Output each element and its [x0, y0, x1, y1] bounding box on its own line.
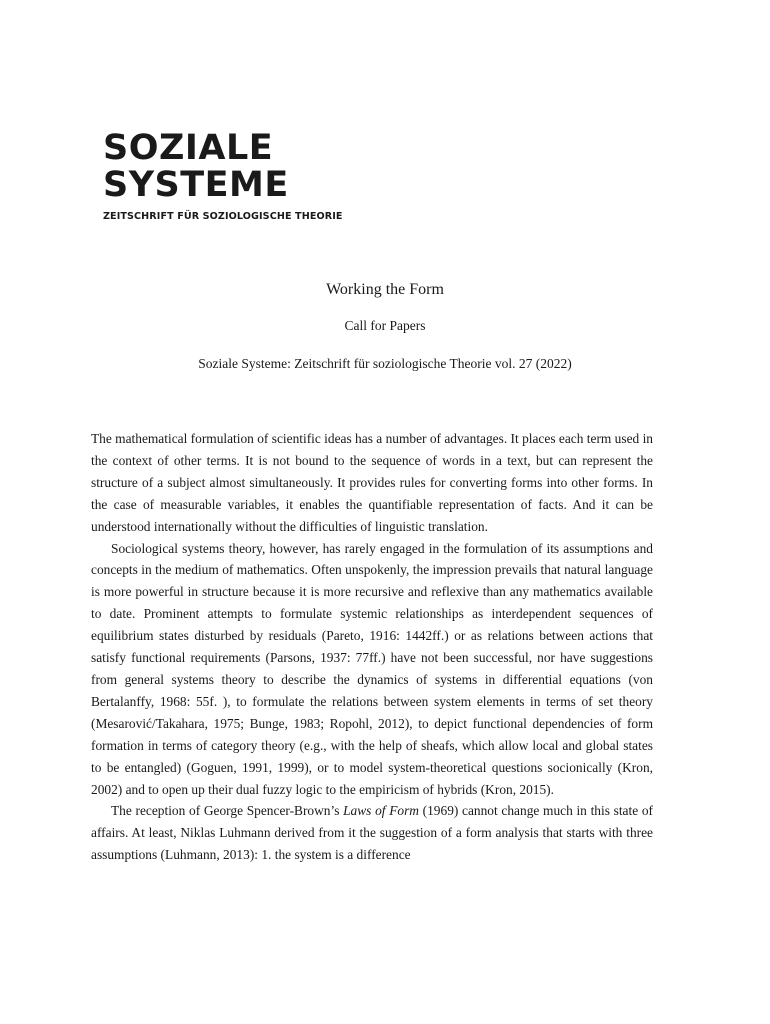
journal-reference: Soziale Systeme: Zeitschrift für soziologische Theorie vol. 27 (2022) [198, 356, 572, 371]
paragraph-3 [91, 800, 653, 866]
logo-line-systeme: SYSTEME [103, 165, 289, 205]
body-text [91, 428, 653, 866]
document-title: Working the Form [326, 281, 444, 298]
paragraph-2: Sociological systems theory, however, has rarely engaged in the formulation of its assumptions and concepts in the medium of mathematics. Often unspokenly, the impression prevails that natural language is more powerful in structure because it is more recursive and reflexive than any mathematics available to date. Prominent attempts to formulate systemic relationships as interdependent sequences of equilibrium states disturbed by residuals (Pareto, 1916: 1442ff.) or as relations between actions that satisfy functional requirements (Parsons, 1937: 77ff.) have not been successful, nor have suggestions from general systems theory to describe the dynamics of systems in differential equations (von Bertalanffy, 1968: 55f. ), to formulate the relations between system elements in terms of set theory (Mesarović/Takahara, 1975; Bunge, 1983; Ropohl, 2012), to depict functional dependencies of form formation in terms of category theory (e.g., with the help of sheafs, which allow local and global states to be entangled) (Goguen, 1991, 1999), or to model system-theoretical questions socionically (Kron, 2002) and to open up their dual fuzzy logic to the empiricism of hybrids (Kron, 2015). [91, 540, 653, 797]
call-for-papers-label: Call for Papers [344, 318, 426, 333]
journal-logo [103, 130, 343, 223]
logo-subtitle: ZEITSCHRIFT FÜR SOZIOLOGISCHE THEORIE [103, 211, 343, 222]
paragraph-3-text-end: (1969) cannot change much in this state of affairs. At least, Niklas Luhmann derived from it the suggestion of a form analysis that starts with three assumptions (Luhmann, 2013): 1. the system is a difference [91, 803, 653, 863]
book-title-laws-of-form: Laws of Form [343, 803, 419, 819]
paragraph-3-text-start: The reception of George Spencer-Brown’s [111, 803, 344, 819]
logo-line-soziale: SOZIALE [103, 128, 274, 168]
paragraph-1: The mathematical formulation of scientific ideas has a number of advantages. It places each term used in the context of other terms. It is not bound to the sequence of words in a text, but can represent the structure of a subject almost simultaneously. It provides rules for converting forms into other forms. In the case of measurable variables, it enables the quantifiable representation of facts. And it can be understood internationally without the difficulties of linguistic translation. [91, 431, 653, 534]
